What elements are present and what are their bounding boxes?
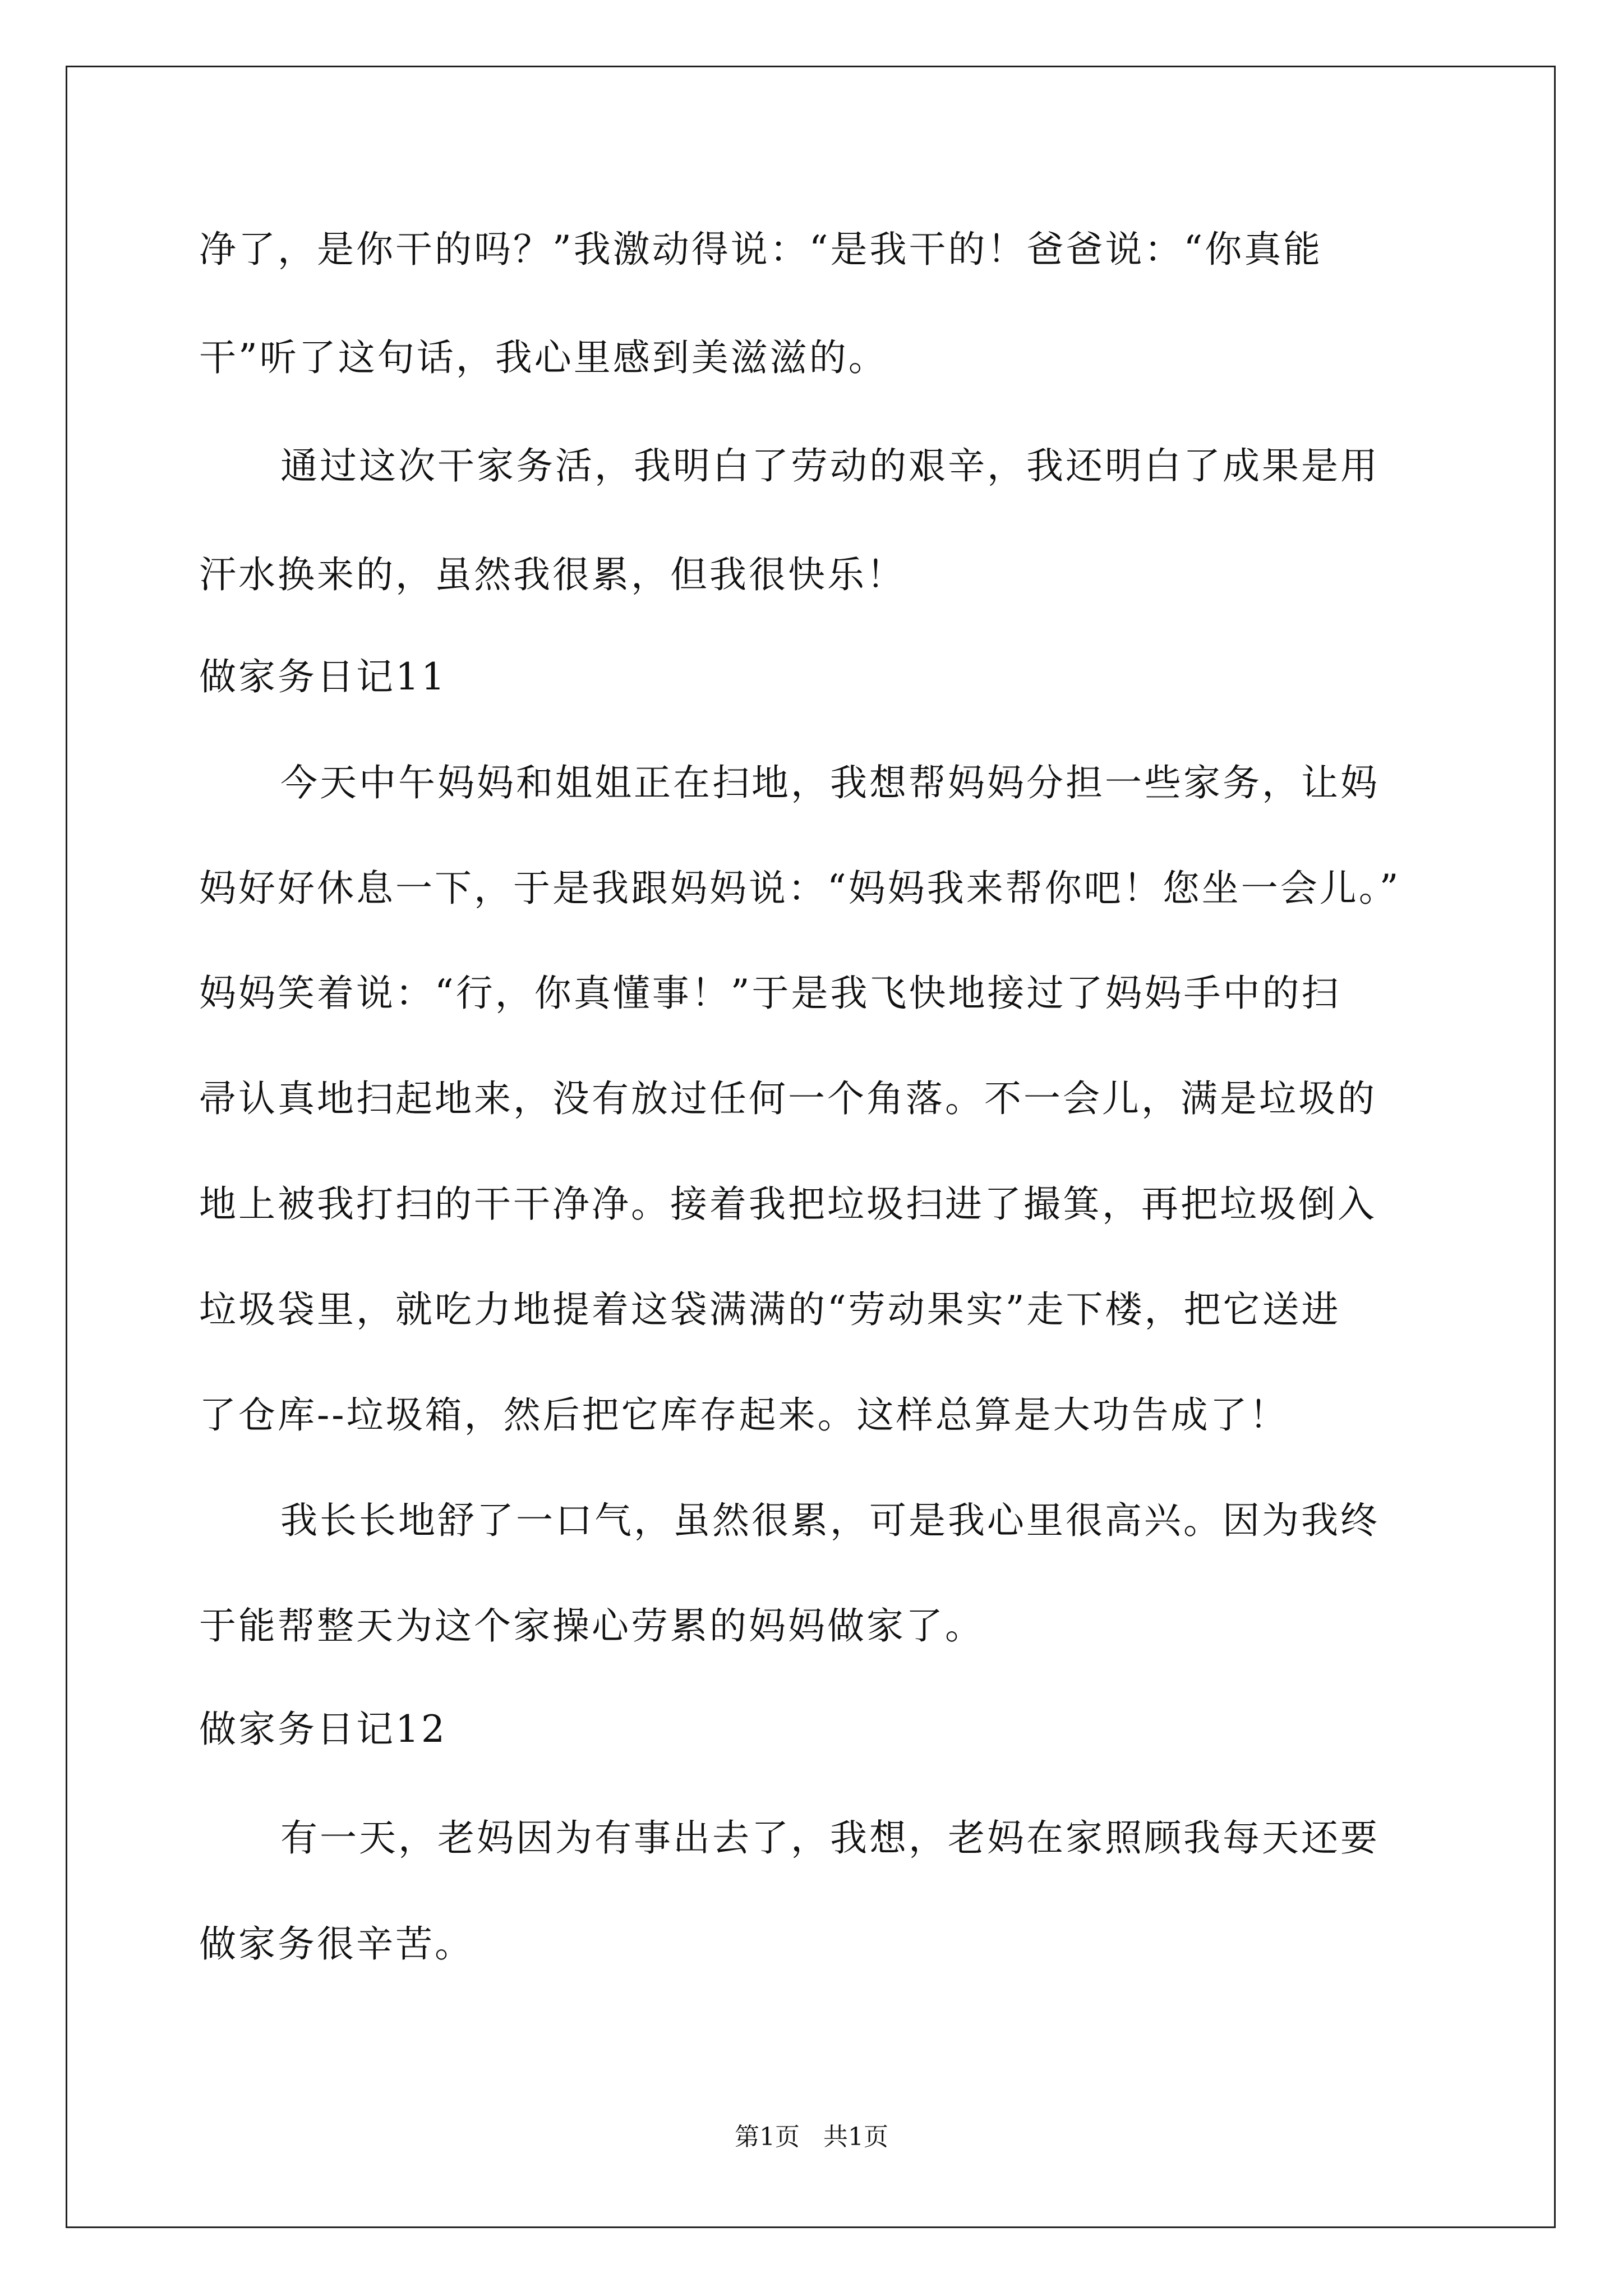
text-line: 净了，是你干的吗？”我激动得说：“是我干的！爸爸说：“你真能 <box>199 228 1323 271</box>
page-border <box>66 66 1556 2228</box>
paragraph-first-line: 通过这次干家务活，我明白了劳动的艰辛，我还明白了成果是用 <box>280 444 1380 487</box>
text-line: 干”听了这句话，我心里感到美滋滋的。 <box>199 336 888 379</box>
text-line: 妈好好休息一下，于是我跟妈妈说：“妈妈我来帮你吧！您坐一会儿。” <box>199 867 1401 910</box>
text-line: 垃圾袋里，就吃力地提着这袋满满的“劳动果实”走下楼，把它送进 <box>199 1288 1341 1331</box>
section-heading: 做家务日记11 <box>199 655 447 698</box>
text-line: 做家务很辛苦。 <box>199 1922 474 1966</box>
page-number-footer: 第1页 共1页 <box>735 2123 888 2151</box>
text-line: 帚认真地扫起地来，没有放过任何一个角落。不一会儿，满是垃圾的 <box>199 1077 1377 1120</box>
paragraph-first-line: 今天中午妈妈和姐姐正在扫地，我想帮妈妈分担一些家务，让妈 <box>280 761 1380 804</box>
text-line: 于能帮整天为这个家操心劳累的妈妈做家了。 <box>199 1604 984 1648</box>
text-line: 地上被我打扫的干干净净。接着我把垃圾扫进了撮箕，再把垃圾倒入 <box>199 1182 1377 1226</box>
text-line: 汗水换来的，虽然我很累，但我很快乐！ <box>199 553 906 596</box>
paragraph-first-line: 我长长地舒了一口气，虽然很累，可是我心里很高兴。因为我终 <box>280 1499 1380 1542</box>
text-line: 了仓库--垃圾箱，然后把它库存起来。这样总算是大功告成了！ <box>199 1393 1289 1437</box>
section-heading: 做家务日记12 <box>199 1708 447 1751</box>
text-line: 妈妈笑着说：“行，你真懂事！”于是我飞快地接过了妈妈手中的扫 <box>199 972 1341 1015</box>
paragraph-first-line: 有一天，老妈因为有事出去了，我想，老妈在家照顾我每天还要 <box>280 1816 1380 1860</box>
